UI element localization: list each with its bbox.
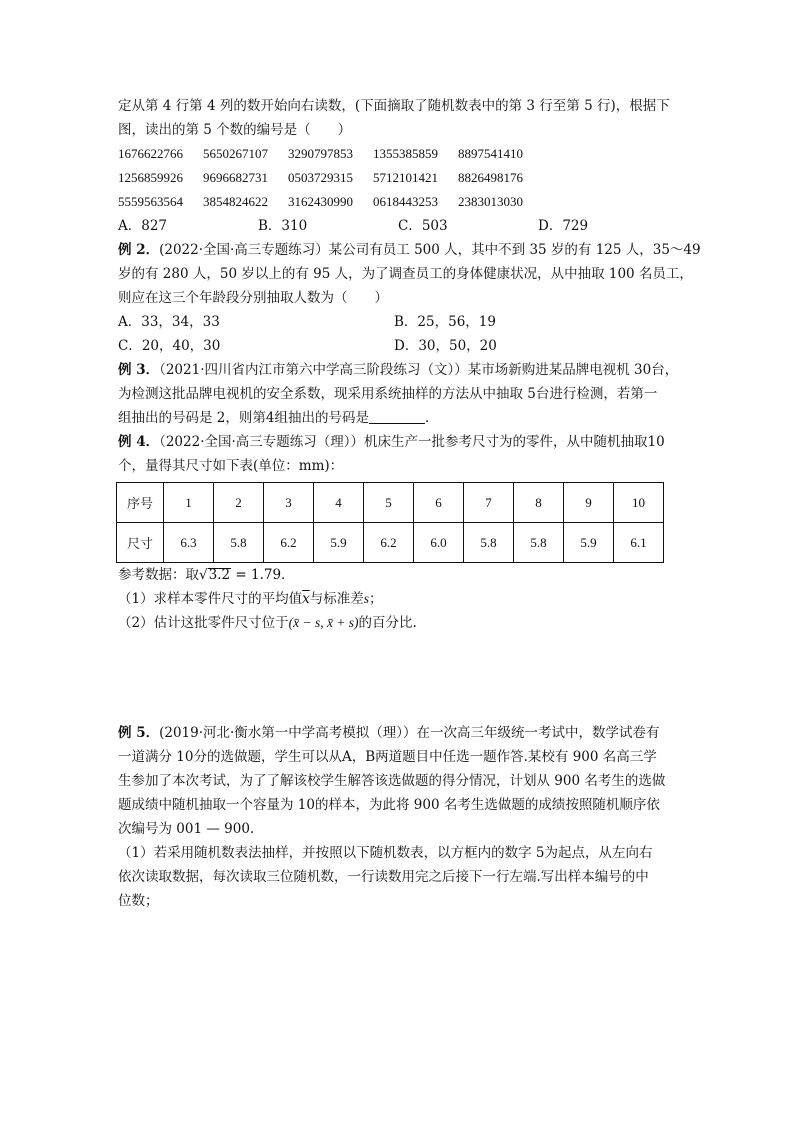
ex3-line-1: 例 3．（2021·四川省内江市第六中学高三阶段练习（文））某市场新购进某品牌电视机 30台， xyxy=(118,362,679,378)
ex2-label: 例 2． xyxy=(118,242,160,258)
ex2-line-2: 岁的有 280 人，50 岁以上的有 95 人，为了调查员工的身体健康状况，从中抽取 100 名员工， xyxy=(118,266,693,282)
ex5-label: 例 5． xyxy=(118,725,160,741)
table-row: 序号 1 2 3 4 5 6 7 8 9 10 xyxy=(117,483,664,523)
ex5-line-5: 次编号为 001 — 900. xyxy=(118,821,255,837)
ex5-line-3: 生参加了本次考试，为了了解该校学生解答该选做题的得分情况，计划从 900 名考生的选做 xyxy=(118,773,666,789)
table-header-cell: 尺寸 xyxy=(117,523,164,563)
option-a: A．33，34，33 xyxy=(118,314,220,330)
table-row: 尺寸 6.3 5.8 6.2 5.9 6.2 6.0 5.8 5.8 5.9 6.1 xyxy=(117,523,664,563)
table-header-cell: 序号 xyxy=(117,483,164,523)
ex4-label: 例 4． xyxy=(118,434,160,450)
std-symbol: s xyxy=(363,591,369,606)
ex3-label: 例 3． xyxy=(118,362,160,378)
ex2-line-3: 则应在这三个年龄段分别抽取人数为（ ） xyxy=(118,290,388,306)
sqrt-value: 3.2 xyxy=(208,567,231,583)
document-page xyxy=(118,94,701,913)
answer-blank xyxy=(369,409,425,424)
measurement-table xyxy=(116,482,664,563)
option-c: C．503 xyxy=(398,218,448,234)
ex5-part-1-line-1: （1）若采用随机数表法抽样，并按照以下随机数表，以方框内的数字 5为起点，从左向右 xyxy=(118,845,653,861)
q1-stem-line-2: 图，读出的第 5 个数的编号是（ ） xyxy=(118,122,352,138)
mean-symbol: $\overline{x}$ xyxy=(302,591,310,607)
ex2-line-1: 例 2．(2022·全国·高三专题练习）某公司有员工 500 人，其中不到 35 岁的有 125 人，35～49 xyxy=(118,242,701,258)
ex3-line-3: 组抽出的号码是 2，则第4组抽出的号码是 ． xyxy=(118,410,439,426)
interval-expression: (x̄ − s, x̄ + s) xyxy=(288,615,359,630)
spacer xyxy=(118,635,678,721)
ex5-line-2: 一道满分 10分的选做题，学生可以从A，B两道题目中任选一题作答.某校有 900 名高三学 xyxy=(118,749,657,765)
reference-data: 参考数据：取√3.2 = 1.79． xyxy=(118,567,295,583)
random-table-row-3: 1676622766 5650267107 3290797853 1355385859 8897541410 xyxy=(118,146,523,161)
random-table-row-5: 5559563564 3854824622 3162430990 0618443253 2383013030 xyxy=(118,194,523,209)
option-b: B．25，56，19 xyxy=(394,314,496,330)
ex3-line-2: 为检测这批品牌电视机的安全系数，现采用系统抽样的方法从中抽取 5台进行检测，若第一 xyxy=(118,386,658,402)
ex2-options xyxy=(118,310,678,358)
option-d: D．30，50，20 xyxy=(394,338,497,354)
ex5-line-4: 题成绩中随机抽取一个容量为 10的样本，为此将 900 名考生选做题的成绩按照随机顺序依 xyxy=(118,797,660,813)
option-a: A．827 xyxy=(118,218,168,234)
ex4-part-2: （2）估计这批零件尺寸位于(x̄ − s, x̄ + s)的百分比. xyxy=(118,615,417,631)
q1-options xyxy=(118,214,678,238)
option-c: C．20，40，30 xyxy=(118,338,221,354)
random-table-row-4: 1256859926 9696682731 0503729315 5712101421 8826498176 xyxy=(118,170,523,185)
ex5-part-1-line-3: 位数； xyxy=(118,893,159,909)
ex4-part-1: （1）求样本零件尺寸的平均值$\overline{x}$与标准差s； xyxy=(118,591,383,607)
ex5-part-1-line-2: 依次读取数据，每次读取三位随机数，一行读数用完之后接下一行左端.写出样本编号的中 xyxy=(118,869,649,885)
q1-stem-line-1: 定从第 4 行第 4 列的数开始向右读数，(下面摘取了随机数表中的第 3 行至第 5 行)，根据下 xyxy=(118,98,670,114)
ex4-line-1: 例 4．（2022·全国·高三专题练习（理））机床生产一批参考尺寸为的零件，从中随机抽取10 xyxy=(118,434,665,450)
ex5-line-1: 例 5．(2019·河北·衡水第一中学高考模拟（理））在一次高三年级统一考试中，数学试卷有 xyxy=(118,725,660,741)
option-b: B．310 xyxy=(258,218,308,234)
ex4-line-2: 个，量得其尺寸如下表(单位：mm)： xyxy=(118,458,344,474)
option-d: D．729 xyxy=(538,218,589,234)
